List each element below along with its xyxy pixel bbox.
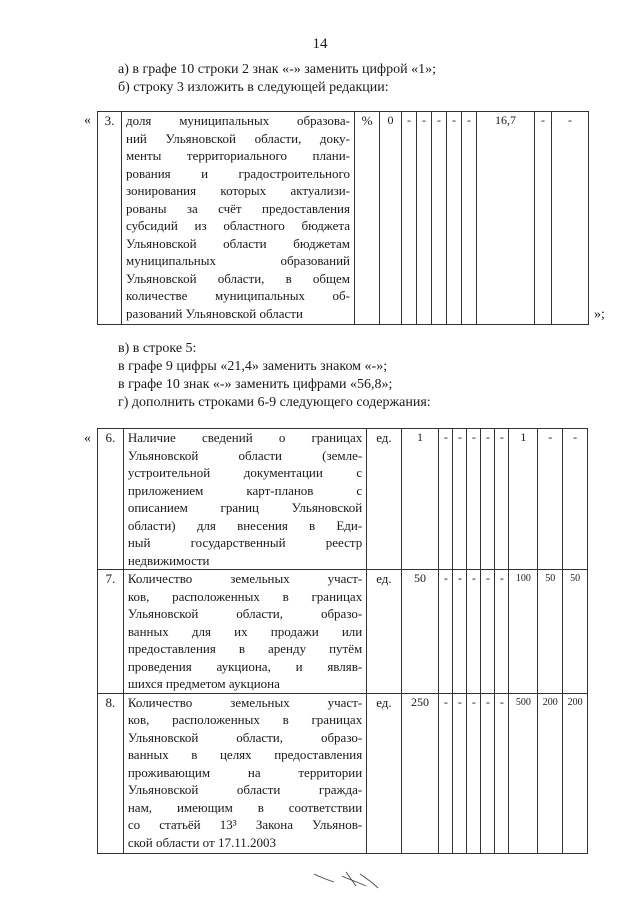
table-rows-6-8 <box>97 428 588 854</box>
table-row <box>98 693 588 853</box>
value-cell: - <box>481 429 495 570</box>
amendment-g: г) дополнить строками 6-9 следующего содержания: <box>118 395 431 410</box>
row-number: 7. <box>98 570 124 694</box>
value-cell: - <box>462 112 477 325</box>
value-cell: - <box>453 570 467 694</box>
value-cell: - <box>552 112 589 325</box>
value-cell: - <box>453 429 467 570</box>
unit-cell: % <box>355 112 380 325</box>
unit-cell: ед. <box>367 570 401 694</box>
value-cell: - <box>439 693 453 853</box>
amendment-a: а) в графе 10 строки 2 знак «-» заменить цифрой «1»; <box>118 62 436 77</box>
open-quote-1: « <box>84 113 91 128</box>
signature-mark <box>312 868 382 892</box>
value-cell: - <box>481 570 495 694</box>
value-cell: 100 <box>509 570 538 694</box>
value-cell: 50 <box>401 570 439 694</box>
open-quote-2: « <box>84 431 91 446</box>
row-description: Наличие сведений о границах Ульяновской области (земле- устроительной документации с приложением карт-планов с описанием границ Ульяновской области) для внесения в Еди- ный государственный реестр недвижимости <box>123 429 366 570</box>
value-cell: - <box>495 429 509 570</box>
value-cell: 0 <box>380 112 402 325</box>
value-cell: 1 <box>509 429 538 570</box>
close-quote: »; <box>594 307 605 322</box>
value-cell: - <box>481 693 495 853</box>
value-cell: 50 <box>563 570 588 694</box>
page-number: 14 <box>312 36 328 52</box>
row-description: Количество земельных участ- ков, расположенных в границах Ульяновской области, образо- ванных для их продажи или предоставления в аренду путём проведения аукциона, и являв- шихся предметом аукциона <box>123 570 366 694</box>
row-description: доля муниципальных образова- ний Ульяновской области, доку- менты территориального плани- рования и градостроительного зонирования которых актуализи- рованы за счёт предоставления субсидий из областного бюджета Ульяновской области бюджетам муниципальных образований Ульяновской области, в общем количестве муниципальных об- разований Ульяновской области <box>122 112 355 325</box>
table-row <box>98 429 588 570</box>
value-cell: 50 <box>538 570 563 694</box>
value-cell: - <box>439 570 453 694</box>
row-number: 8. <box>98 693 124 853</box>
value-cell: - <box>447 112 462 325</box>
row-number: 3. <box>98 112 122 325</box>
value-cell: - <box>467 429 481 570</box>
amendment-v: в) в строке 5: <box>118 341 197 356</box>
value-cell: 200 <box>563 693 588 853</box>
value-cell: 16,7 <box>477 112 535 325</box>
unit-cell: ед. <box>367 429 401 570</box>
value-cell: - <box>402 112 417 325</box>
row-number: 6. <box>98 429 124 570</box>
row-description: Количество земельных участ- ков, расположенных в границах Ульяновской области, образо- ванных в целях предоставления проживающим на территории Ульяновской области гражда- нам, имеющим в соответствии со статьёй 13³ Закона Ульянов- ской области от 17.11.2003 <box>123 693 366 853</box>
value-cell: - <box>495 693 509 853</box>
value-cell: - <box>467 693 481 853</box>
amendment-v2: в графе 10 знак «-» заменить цифрами «56,8»; <box>118 377 393 392</box>
value-cell: - <box>495 570 509 694</box>
value-cell: 500 <box>509 693 538 853</box>
value-cell: - <box>432 112 447 325</box>
amendment-b: б) строку 3 изложить в следующей редакции: <box>118 80 389 95</box>
value-cell: 1 <box>401 429 439 570</box>
value-cell: 250 <box>401 693 439 853</box>
value-cell: - <box>467 570 481 694</box>
value-cell: - <box>439 429 453 570</box>
value-cell: - <box>417 112 432 325</box>
table-row-3 <box>97 111 589 325</box>
value-cell: - <box>453 693 467 853</box>
value-cell: - <box>535 112 552 325</box>
value-cell: - <box>563 429 588 570</box>
value-cell: 200 <box>538 693 563 853</box>
table-row <box>98 570 588 694</box>
value-cell: - <box>538 429 563 570</box>
unit-cell: ед. <box>367 693 401 853</box>
amendment-v1: в графе 9 цифры «21,4» заменить знаком «-»; <box>118 359 388 374</box>
